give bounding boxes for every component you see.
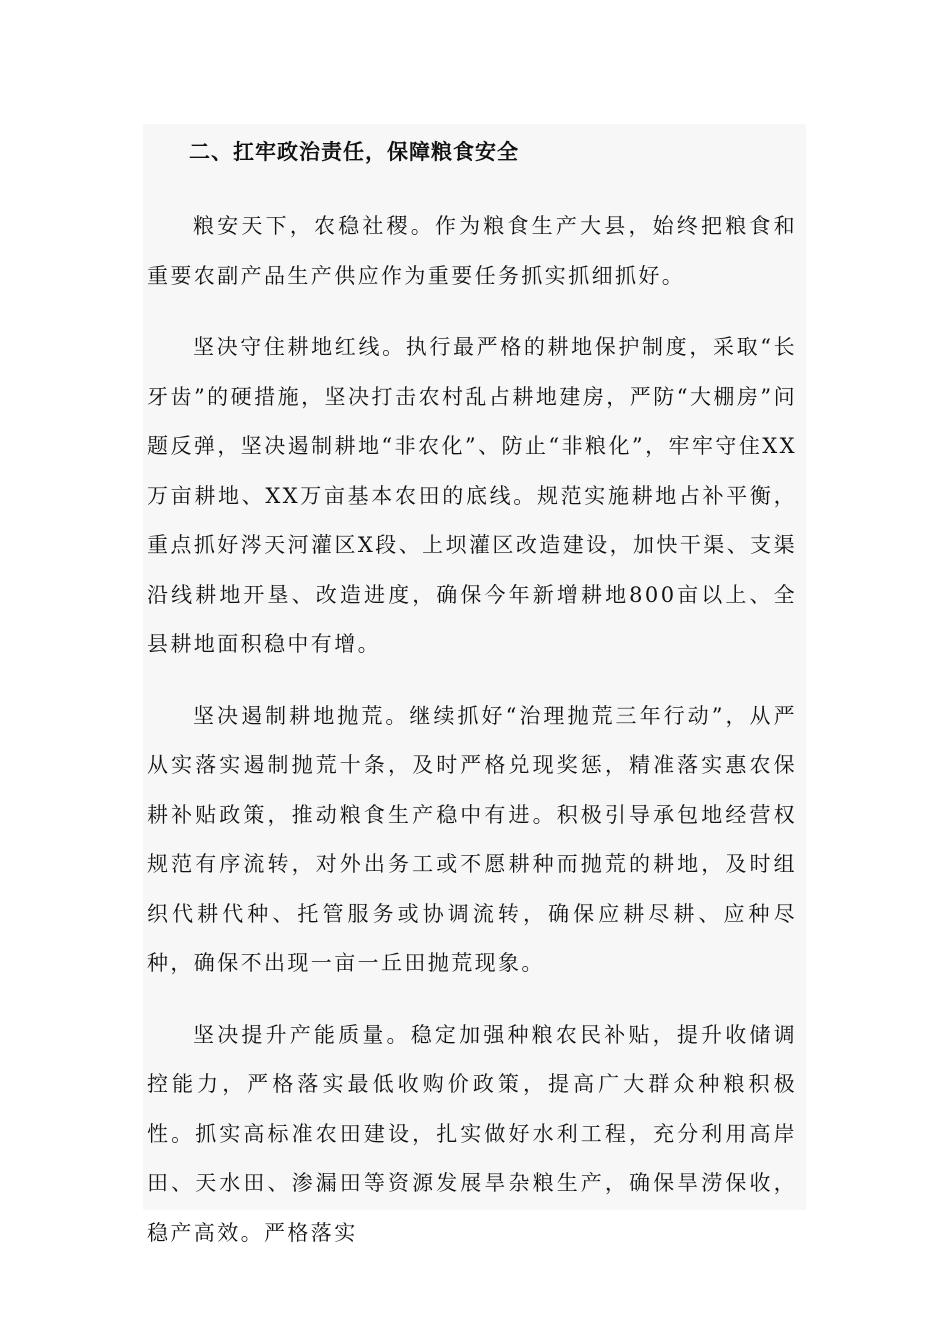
paragraph-curb-abandonment: 坚决遏制耕地抛荒。继续抓好“治理抛荒三年行动”，从严从实落实遏制抛荒十条，及时严格兑现奖惩，精准落实惠农保耕补贴政策，推动粮食生产稳中有进。积极引导承包地经营权规范有序流转，对外出务工或不愿耕种而抛荒的耕地，及时组织代耕代种、托管服务或协调流转，确保应耕尽耕、应种尽种，确保不出现一亩一丘田抛荒现象。 xyxy=(147,703,797,975)
paragraph-capacity-quality: 坚决提升产能质量。稳定加强种粮农民补贴，提升收储调控能力，严格落实最低收购价政策，提高广大群众种粮积极性。抓实高标准农田建设，扎实做好水利工程，充分利用高岸田、天水田、渗漏田等资源发展旱杂粮生产，确保旱涝保收，稳产高效。严格落实 xyxy=(147,1022,797,1245)
paragraph-farmland-redline: 坚决守住耕地红线。执行最严格的耕地保护制度，采取“长牙齿”的硬措施，坚决打击农村乱占耕地建房，严防“大棚房”问题反弹，坚决遏制耕地“非农化”、防止“非粮化”，牢牢守住XX万亩耕地、XX万亩基本农田的底线。规范实施耕地占补平衡，重点抓好涔天河灌区X段、上坝灌区改造建设，加快干渠、支渠沿线耕地开垦、改造进度，确保今年新增耕地800亩以上、全县耕地面积稳中有增。 xyxy=(147,335,797,656)
section-heading: 二、扛牢政治责任，保障粮食安全 xyxy=(189,140,519,164)
document-body xyxy=(147,134,797,1280)
paragraph-intro: 粮安天下，农稳社稷。作为粮食生产大县，始终把粮食和重要农副产品生产供应作为重要任务抓实抓细抓好。 xyxy=(147,214,797,288)
document-page xyxy=(143,124,806,1245)
